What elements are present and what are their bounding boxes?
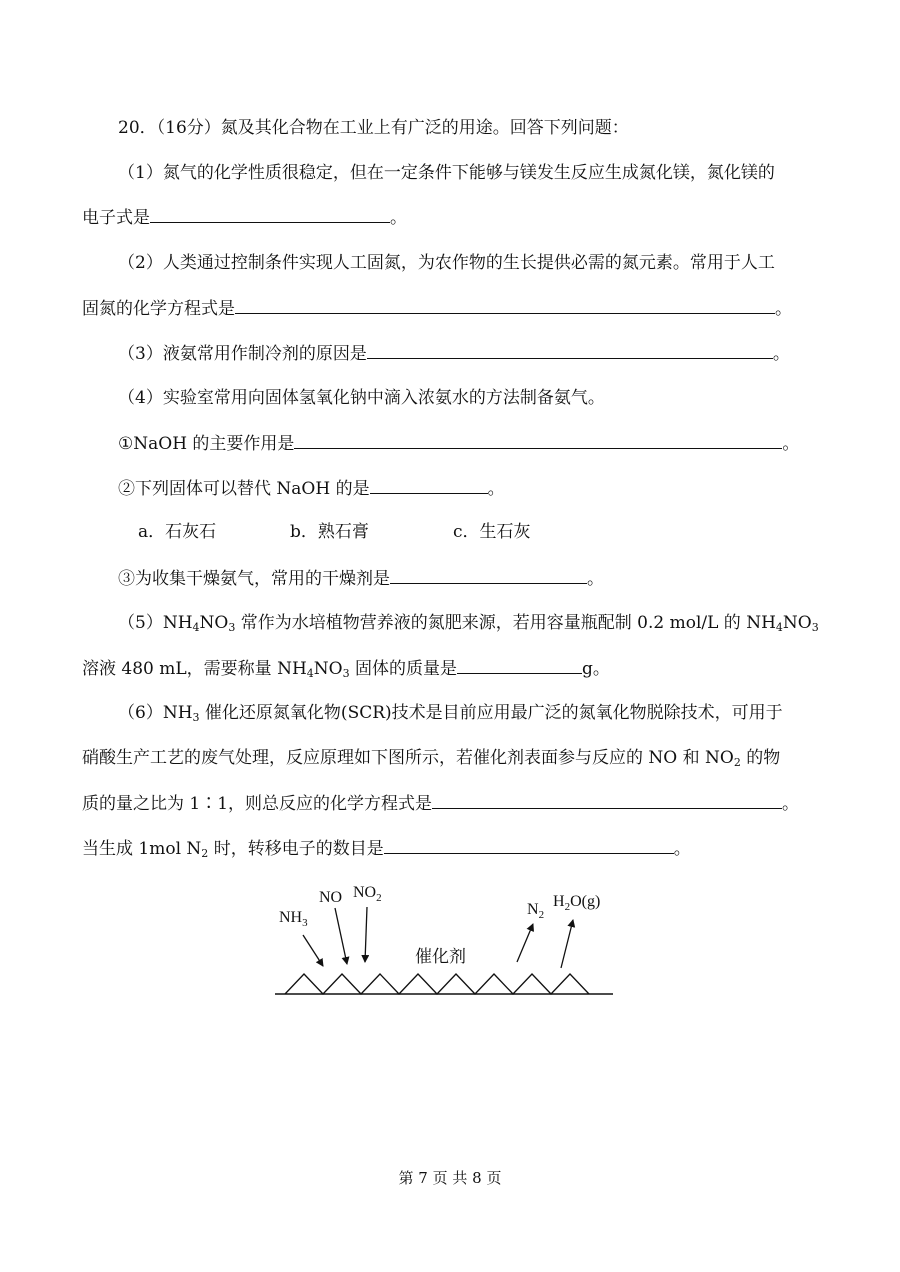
part6-text: 时，转移电子的数目是 (208, 839, 384, 859)
n2-arrow (517, 924, 533, 962)
answer-blank-4-3[interactable] (390, 566, 587, 584)
part6-text: 质的量之比为 1∶1，则总反应的化学方程式是 (82, 794, 433, 814)
answer-blank-1[interactable] (150, 205, 390, 223)
part5-text: 固体的质量是 (349, 659, 457, 679)
part5-text: 常作为水培植物营养液的氮肥来源，若用容量瓶配制 0.2 mol/L 的 NH (235, 613, 776, 633)
unit-label: g。 (582, 659, 610, 679)
scr-reaction-diagram (265, 872, 625, 1002)
part6-text: 当生成 1mol N (82, 839, 202, 859)
subscript: 4 (775, 621, 783, 634)
question-header: 20．（16分）氮及其化合物在工业上有广泛的用途。回答下列问题： (118, 118, 629, 138)
part6-line4 (82, 836, 691, 861)
part5-text: NO (199, 613, 229, 633)
part5-line1 (118, 611, 819, 635)
part1-text: 电子式是 (82, 208, 150, 228)
part5-text: 溶液 480 mL，需要称量 NH (82, 659, 307, 679)
period: 。 (772, 344, 790, 364)
period: 。 (487, 479, 505, 499)
part1-line2 (82, 205, 407, 230)
subscript: 2 (201, 847, 209, 860)
part6-text: （6）NH (118, 703, 193, 723)
subscript: 3 (192, 711, 200, 724)
period: 。 (782, 794, 800, 814)
period: 。 (587, 569, 604, 589)
period: 。 (775, 299, 792, 319)
options-row (138, 520, 531, 544)
answer-blank-6-2[interactable] (384, 836, 674, 854)
part5-line2 (82, 656, 610, 681)
period: 。 (673, 839, 691, 859)
part4-2-line (118, 476, 505, 501)
answer-blank-4-1[interactable] (294, 431, 782, 449)
catalyst-surface-peaks (285, 974, 589, 994)
answer-blank-3[interactable] (367, 341, 773, 359)
no-label: NO (319, 889, 343, 906)
answer-blank-2[interactable] (235, 296, 775, 314)
part1-line1: （1）氮气的化学性质很稳定，但在一定条件下能够与镁发生反应生成氮化镁，氮化镁的 (118, 163, 775, 183)
h2o-arrow (561, 920, 573, 968)
part2-text: 固氮的化学方程式是 (82, 299, 235, 319)
part3-line (118, 341, 790, 366)
part5-text: （5）NH (118, 613, 193, 633)
h2o-label: $H_2O(g)$ (553, 893, 601, 913)
no-arrow (335, 908, 347, 964)
part6-text: 硝酸生产工艺的废气处理，反应原理如下图所示，若催化剂表面参与反应的 NO 和 NO (82, 748, 734, 768)
period: 。 (782, 434, 800, 454)
option-a[interactable]: a．石灰石 (138, 522, 217, 542)
subscript: 4 (192, 621, 200, 634)
part6-text: 催化还原氮氧化物(SCR)技术是目前应用最广泛的氮氧化物脱除技术，可用于 (199, 703, 783, 723)
page-footer: 第 7 页 共 8 页 (398, 1169, 502, 1187)
period: 。 (390, 208, 407, 228)
subscript: 4 (306, 667, 314, 680)
subscript: 3 (342, 667, 350, 680)
part5-text: NO (782, 613, 812, 633)
catalyst-label: 催化剂 (415, 947, 466, 966)
part3-text: （3）液氨常用作制冷剂的原因是 (118, 344, 367, 364)
part4-3-line (118, 566, 604, 591)
subscript: 2 (733, 756, 741, 769)
part6-text: 的物 (740, 748, 781, 768)
part6-line2 (82, 746, 780, 770)
part4-1-text: ①NaOH 的主要作用是 (118, 434, 295, 454)
part2-line1: （2）人类通过控制条件实现人工固氮，为农作物的生长提供必需的氮元素。常用于人工 (118, 253, 775, 273)
subscript: 3 (228, 621, 236, 634)
part4-line: （4）实验室常用向固体氢氧化钠中滴入浓氨水的方法制备氨气。 (118, 388, 605, 408)
answer-blank-6-1[interactable] (432, 791, 782, 809)
part4-3-text: ③为收集干燥氨气，常用的干燥剂是 (118, 569, 390, 589)
part4-1-line (118, 431, 799, 456)
nh3-label: $NH_3$ (279, 909, 308, 929)
no2-label: $NO_2$ (353, 884, 382, 904)
answer-blank-4-2[interactable] (370, 476, 488, 494)
subscript: 3 (811, 621, 819, 634)
nh3-arrow (303, 935, 323, 966)
no2-arrow (365, 907, 367, 962)
option-c[interactable]: c．生石灰 (453, 522, 531, 542)
part6-line3 (82, 791, 799, 816)
part5-text: NO (313, 659, 343, 679)
option-b[interactable]: b．熟石膏 (290, 522, 369, 542)
part2-line2 (82, 296, 792, 321)
answer-blank-5[interactable] (457, 656, 582, 674)
part6-line1 (118, 701, 783, 725)
n2-label: $N_2$ (527, 901, 545, 921)
part4-2-text: ②下列固体可以替代 NaOH 的是 (118, 479, 370, 499)
